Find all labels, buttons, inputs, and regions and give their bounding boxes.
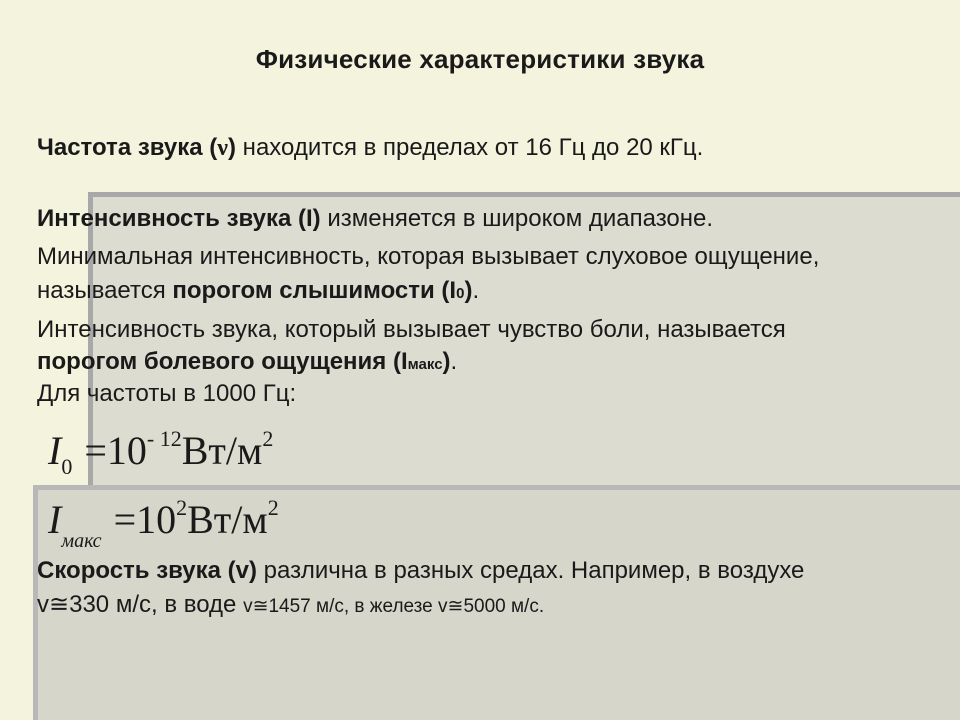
formula2-unit-exp: 2 <box>267 495 279 520</box>
frequency-1000-note: Для частоты в 1000 Гц: <box>37 380 297 407</box>
formula1-eq: =10 <box>84 428 147 473</box>
speed-line1 <box>37 557 804 585</box>
formula2-unit: Вт/м <box>187 497 268 542</box>
hearing-threshold-sub: 0 <box>456 285 465 302</box>
frequency-paragraph <box>37 134 703 162</box>
formula-hearing-threshold <box>48 426 273 480</box>
hearing-threshold-term: порогом слышимости (I <box>172 277 457 304</box>
formula2-var: I <box>48 497 62 542</box>
frequency-term-close: ) <box>228 134 237 161</box>
pain-threshold-end: . <box>450 348 458 375</box>
speed-term: Скорость звука (v) <box>37 557 258 584</box>
pain-threshold-term: порогом болевого ощущения (I <box>37 348 408 375</box>
formula2-sub: макс <box>61 530 102 552</box>
frequency-symbol: ν <box>217 135 229 161</box>
speed-water-iron: v≅1457 м/с, в железе v≅5000 м/с. <box>243 596 545 617</box>
intensity-text: изменяется в широком диапазоне. <box>320 205 714 232</box>
speed-text: различна в разных средах. Например, в воздухе <box>257 557 805 584</box>
pain-threshold-sub: макс <box>407 356 443 373</box>
min-intensity-prefix: называется <box>37 277 173 304</box>
formula1-unit-exp: 2 <box>262 426 274 451</box>
frequency-text: находится в пределах от 16 Гц до 20 кГц. <box>236 134 704 161</box>
formula1-unit: Вт/м <box>181 428 263 473</box>
formula2-exp: 2 <box>176 495 188 520</box>
min-intensity-line1: Минимальная интенсивность, которая вызывает слуховое ощущение, <box>37 243 820 270</box>
formula1-exp: - 12 <box>146 426 182 451</box>
min-intensity-line2 <box>37 277 479 305</box>
frequency-term: Частота звука ( <box>37 134 218 161</box>
pain-line2 <box>37 348 457 376</box>
hearing-threshold-close: ) <box>464 277 473 304</box>
formula1-var: I <box>48 428 62 473</box>
intensity-term: Интенсивность звука (I) <box>37 205 321 232</box>
formula2-eq: =10 <box>113 497 177 542</box>
hearing-threshold-end: . <box>472 277 480 304</box>
intensity-paragraph <box>37 205 713 233</box>
speed-line2 <box>37 590 544 619</box>
formula1-sub: 0 <box>61 454 73 479</box>
formula-pain-threshold <box>48 495 279 553</box>
pain-threshold-close: ) <box>442 348 451 375</box>
speed-air-water: v≅330 м/с, в воде <box>37 591 244 618</box>
slide-title: Физические характеристики звука <box>255 44 705 74</box>
pain-line1: Интенсивность звука, который вызывает чувство боли, называется <box>37 316 786 343</box>
